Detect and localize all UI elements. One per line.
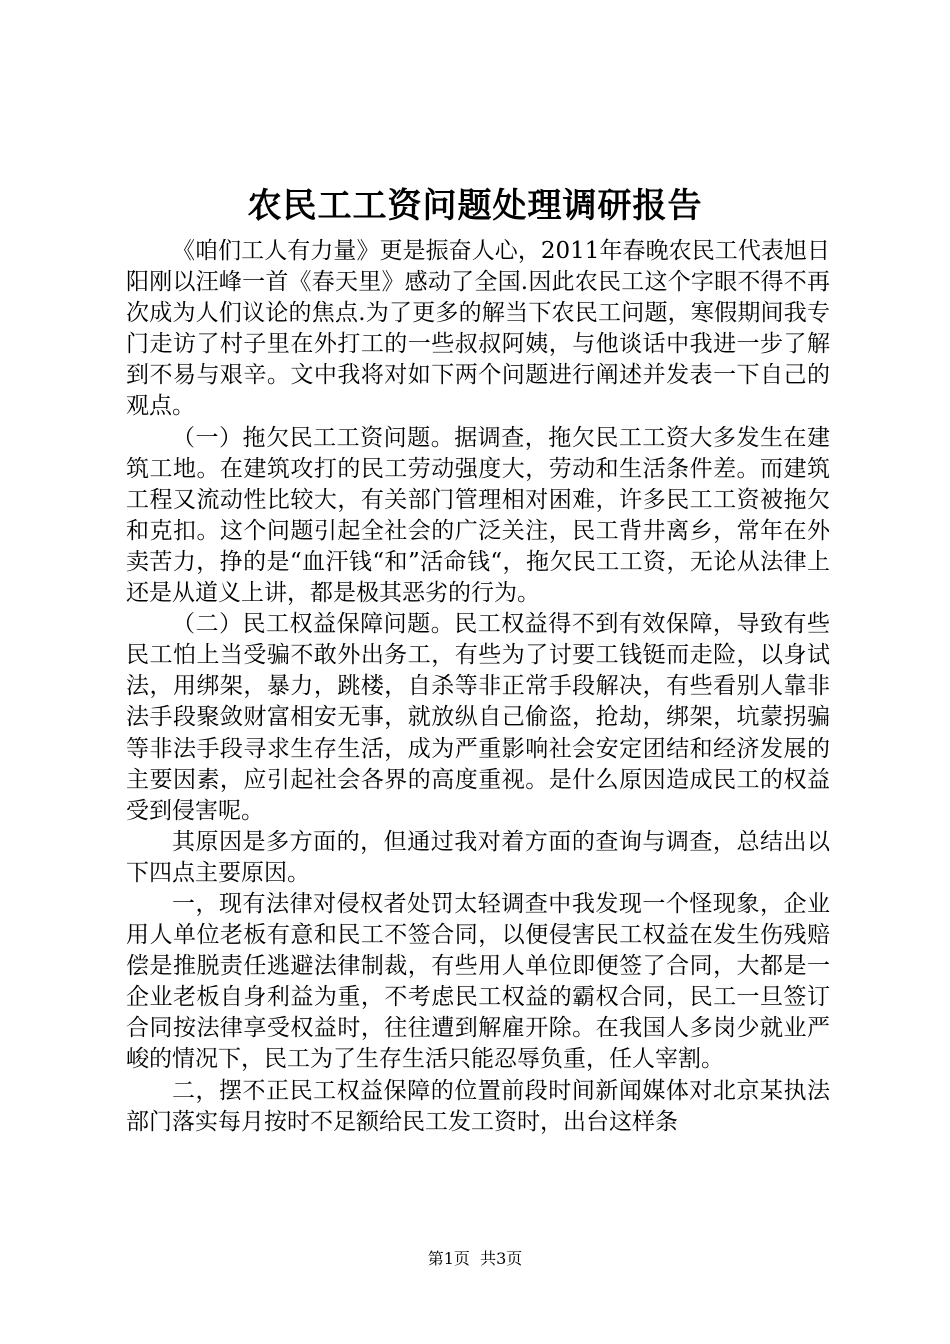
paragraph-rights-protection: （二）民工权益保障问题。民工权益得不到有效保障，导致有些民工怕上当受骗不敢外出务工，有些为了讨要工钱铤而走险，以身试法，用绑架，暴力，跳楼，自杀等非正常手段解决，有些看别人靠非法手段聚敛财富相安无事，就放纵自己偷盗，抢劫，绑架，坑蒙拐骗等非法手段寻求生存生活，成为严重影响社会安定团结和经济发展的主要因素，应引起社会各界的高度重视。是什么原因造成民工的权益受到侵害呢。: [126, 611, 830, 824]
paragraph-intro: 《咱们工人有力量》更是振奋人心，2011年春晚农民工代表旭日阳刚以汪峰一首《春天里》感动了全国.因此农民工这个字眼不得不再次成为人们议论的焦点.为了更多的解当下农民工问题，寒假期间我专门走访了村子里在外打工的一些叔叔阿姨，与他谈话中我进一步了解到不易与艰辛。文中我将对如下两个问题进行阐述并发表一下自己的观点。: [126, 238, 830, 420]
paragraph-cause-two: 二，摆不正民工权益保障的位置前段时间新闻媒体对北京某执法部门落实每月按时不足额给民工发工资时，出台这样条: [126, 1077, 830, 1135]
document-title: 农民工工资问题处理调研报告: [247, 186, 703, 226]
paragraph-wage-arrears: （一）拖欠民工工资问题。据调查，拖欠民工工资大多发生在建筑工地。在建筑攻打的民工劳动强度大，劳动和生活条件差。而建筑工程又流动性比较大，有关部门管理相对困难，许多民工工资被拖欠和克扣。这个问题引起全社会的广泛关注，民工背井离乡，常年在外卖苦力，挣的是“血汗钱“和”活命钱“，拖欠民工工资，无论从法律上还是从道义上讲，都是极其恶劣的行为。: [126, 424, 830, 607]
paragraph-cause-one: 一，现有法律对侵权者处罚太轻调查中我发现一个怪现象，企业用人单位老板有意和民工不签合同，以便侵害民工权益在发生伤残赔偿是推脱责任逃避法律制裁，有些用人单位即便签了合同，大都是一企业老板自身利益为重，不考虑民工权益的霸权合同，民工一旦签订合同按法律享受权益时，往往遭到解雇开除。在我国人多岗少就业严峻的情况下，民工为了生存生活只能忍辱负重，任人宰割。: [126, 890, 830, 1073]
document-body: [126, 236, 830, 1138]
paragraph-causes-summary: 其原因是多方面的，但通过我对着方面的查询与调查，总结出以下四点主要原因。: [126, 828, 830, 886]
page-number-footer: 第1页 共3页: [427, 1249, 523, 1268]
